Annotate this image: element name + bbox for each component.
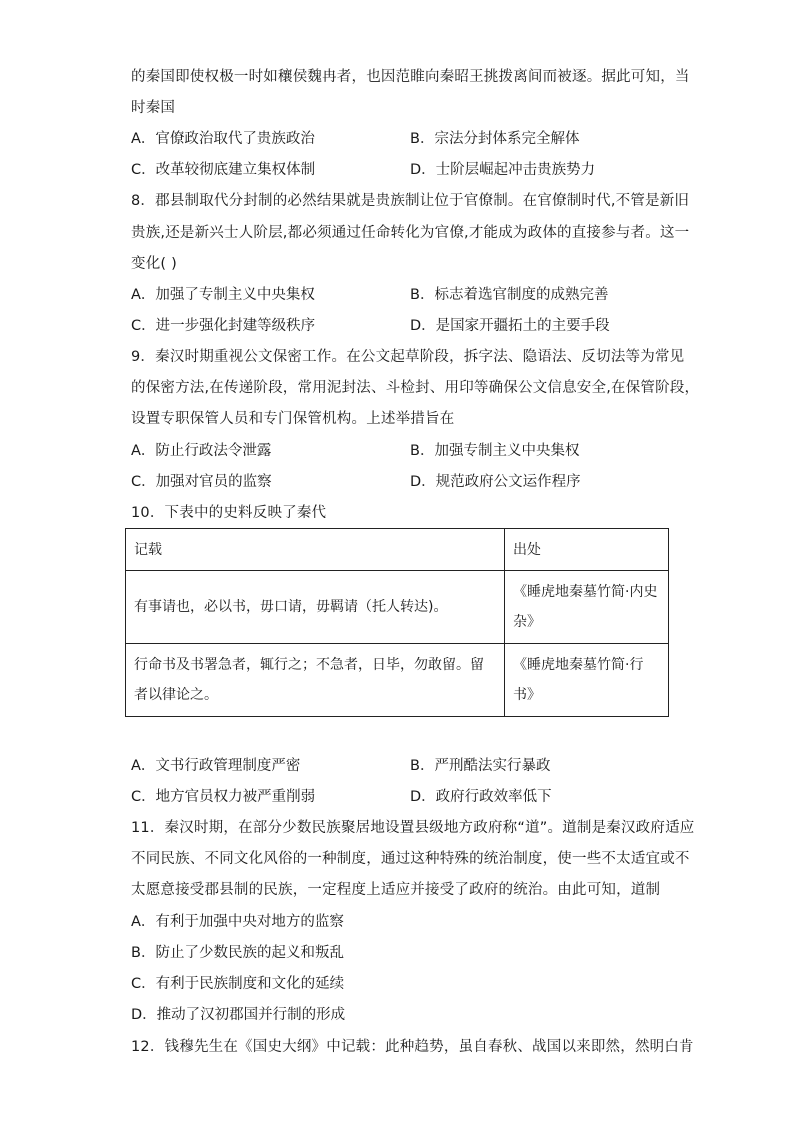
q8-line-3: 变化( ) (131, 256, 177, 272)
q7-option-b[interactable]: B．宗法分封体系完全解体 (410, 131, 580, 147)
q8-option-c[interactable]: C．进一步强化封建等级秩序 (131, 318, 316, 334)
q11-line-1: 11．秦汉时期，在部分少数民族聚居地设置县级地方政府称“道”。道制是秦汉政府适应 (131, 820, 695, 836)
q7-option-a[interactable]: A．官僚政治取代了贵族政治 (131, 131, 315, 147)
q9-option-a[interactable]: A．防止行政法令泄露 (131, 443, 272, 459)
q9-line-1: 9．秦汉时期重视公文保密工作。在公文起草阶段，拆字法、隐语法、反切法等为常见 (131, 349, 685, 365)
table-header-source: 出处 (505, 529, 669, 571)
q9-option-d[interactable]: D．规范政府公文运作程序 (410, 474, 581, 490)
q8-option-a[interactable]: A．加强了专制主义中央集权 (131, 287, 315, 303)
q9-option-b[interactable]: B．加强专制主义中央集权 (410, 443, 580, 459)
table-cell-source (505, 571, 669, 644)
q11-option-d[interactable]: D．推动了汉初郡国并行制的形成 (131, 1007, 346, 1023)
q9-option-c[interactable]: C．加强对官员的监察 (131, 474, 272, 490)
q9-line-2: 的保密方法,在传递阶段，常用泥封法、斗检封、用印等确保公文信息安全,在保管阶段， (131, 380, 700, 396)
q8-option-b[interactable]: B．标志着选官制度的成熟完善 (410, 287, 609, 303)
table-header-record: 记载 (126, 529, 505, 571)
q11-option-b[interactable]: B．防止了少数民族的起义和叛乱 (131, 945, 344, 961)
q10-line-1: 10．下表中的史料反映了秦代 (131, 505, 327, 521)
q10-option-d[interactable]: D．政府行政效率低下 (410, 789, 552, 805)
q11-line-2: 不同民族、不同文化风俗的一种制度，通过这种特殊的统治制度，使一些不太适宜或不 (131, 851, 690, 867)
q7-option-c[interactable]: C．改革较彻底建立集权体制 (131, 162, 316, 178)
q7-line-2: 时秦国 (131, 100, 176, 116)
q8-line-2: 贵族,还是新兴士人阶层,都必须通过任命转化为官僚,才能成为政体的直接参与者。这一 (131, 225, 690, 241)
q11-option-c[interactable]: C．有利于民族制度和文化的延续 (131, 976, 345, 992)
table-row (126, 571, 669, 644)
q8-line-1: 8．郡县制取代分封制的必然结果就是贵族制让位于官僚制。在官僚制时代,不管是新旧 (131, 193, 690, 209)
q10-option-b[interactable]: B．严刑酷法实行暴政 (410, 758, 551, 774)
table-cell-source: 《睡虎地秦墓竹简·行书》 (505, 644, 669, 717)
source-table (125, 528, 669, 717)
q11-line-3: 太愿意接受郡县制的民族，一定程度上适应并接受了政府的统治。由此可知，道制 (131, 882, 661, 898)
q7-option-d[interactable]: D．士阶层崛起冲击贵族势力 (410, 162, 596, 178)
q10-option-c[interactable]: C．地方官员权力被严重削弱 (131, 789, 316, 805)
table-header-row (126, 529, 669, 571)
q12-line-1: 12．钱穆先生在《国史大纲》中记载：此种趋势，虽自春秋、战国以来即然，然明白肯 (131, 1039, 694, 1055)
table-row (126, 644, 669, 717)
table-cell-record: 有事请也，必以书，毋口请，毋羁请（托人转达)。 (126, 571, 505, 644)
table-cell-source-text: 《睡虎地秦墓竹简·内史杂》 (513, 584, 658, 630)
q9-line-3: 设置专职保管人员和专门保管机构。上述举措旨在 (131, 411, 455, 427)
q10-option-a[interactable]: A．文书行政管理制度严密 (131, 758, 301, 774)
table-cell-record (126, 644, 505, 717)
q7-line-1: 的秦国即使权极一时如穰侯魏冉者，也因范睢向秦昭王挑拨离间而被逐。据此可知，当 (131, 69, 690, 85)
q8-option-d[interactable]: D．是国家开疆拓土的主要手段 (410, 318, 610, 334)
table-cell-record-text: 行命书及书署急者，辄行之；不急者，日毕，勿敢留。留者以律论之。 (134, 657, 484, 703)
q11-option-a[interactable]: A．有利于加强中央对地方的监察 (131, 914, 344, 930)
